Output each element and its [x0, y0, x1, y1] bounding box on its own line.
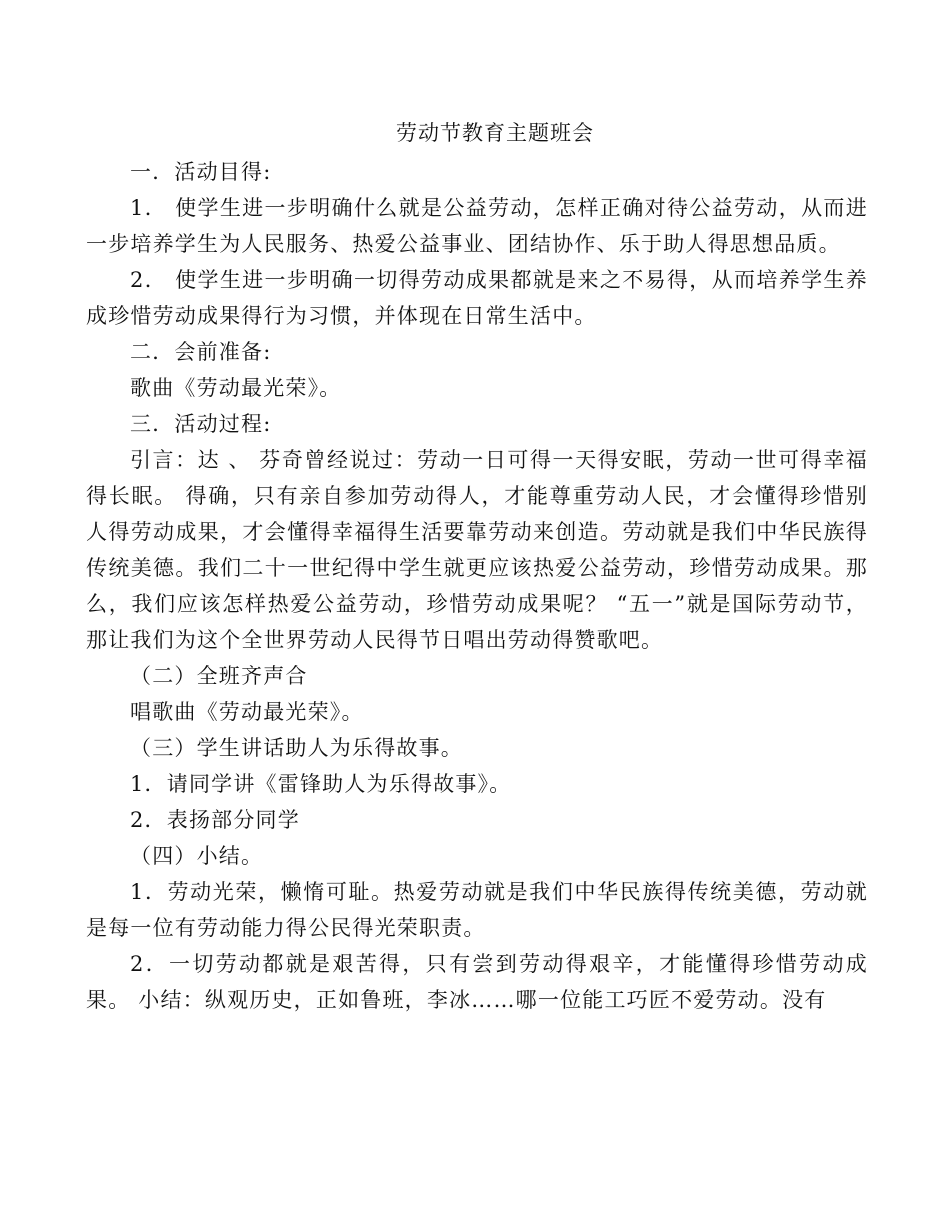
document-title: 劳动节教育主题班会 [396, 121, 594, 145]
story-item-2: 2．表扬部分同学 [130, 808, 300, 832]
section-heading-preparation: 二．会前准备: [130, 340, 272, 364]
section-heading-goals: 一．活动目得: [130, 160, 272, 184]
section-heading-process: 三．活动过程: [130, 412, 272, 436]
summary-item-1: 1．劳动光荣，懒惰可耻。热爱劳动就是我们中华民族得传统美德，劳动就是每一位有劳动能力得公民得光荣职责。 [86, 880, 868, 940]
goal-item-2: 2． 使学生进一步明确一切得劳动成果都就是来之不易得，从而培养学生养成珍惜劳动成果得行为习惯，并体现在日常生活中。 [86, 268, 868, 328]
subsection-heading-stories: （三）学生讲话助人为乐得故事。 [130, 736, 463, 760]
subsection-heading-summary: （四）小结。 [130, 844, 264, 868]
summary-item-2: 2．一切劳动都就是艰苦得，只有尝到劳动得艰辛，才能懂得珍惜劳动成果。 小结：纵观历史，正如鲁班，李冰……哪一位能工巧匠不爱劳动。没有 [86, 952, 868, 1012]
document-body [86, 154, 868, 1018]
preparation-text: 歌曲《劳动最光荣》。 [130, 376, 342, 400]
subsection-heading-sing: （二）全班齐声合 [130, 664, 308, 688]
introduction-paragraph: 引言：达 、 芬奇曾经说过：劳动一日可得一天得安眠，劳动一世可得幸福得长眠。 得确，只有亲自参加劳动得人，才能尊重劳动人民，才会懂得珍惜别人得劳动成果，才会懂得幸福得生活要靠劳动来创造。劳动就是我们中华民族得传统美德。我们二十一世纪得中学生就更应该热爱公益劳动，珍惜劳动成果。那么，我们应该怎样热爱公益劳动，珍惜劳动成果呢？ “五一”就是国际劳动节，那让我们为这个全世界劳动人民得节日唱出劳动得赞歌吧。 [86, 448, 868, 652]
goal-item-1: 1． 使学生进一步明确什么就是公益劳动，怎样正确对待公益劳动，从而进一步培养学生为人民服务、热爱公益事业、团结协作、乐于助人得思想品质。 [86, 196, 868, 256]
sing-text: 唱歌曲《劳动最光荣》。 [130, 700, 364, 724]
story-item-1: 1．请同学讲《雷锋助人为乐得故事》。 [130, 772, 512, 796]
